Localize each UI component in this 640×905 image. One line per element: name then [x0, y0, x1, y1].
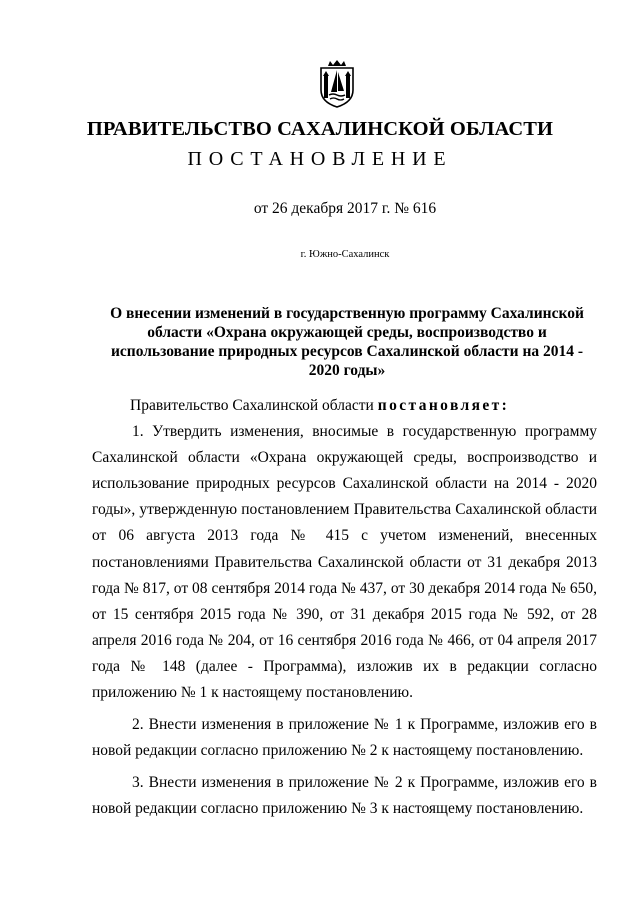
intro-emphasis: постановляет:: [377, 397, 510, 414]
paragraph-item: 1. Утвердить изменения, вносимые в государственную программу Сахалинской области «Охрана окружающей среды, воспроизводство и использование природных ресурсов Сахалинской области на 2014 - 2020 годы», утвержденную постановлением Правительства Сахалинской области от 06 августа 2013 года № 415 с учетом изменений, внесенных постановлениями Правительства Сахалинской области от 31 декабря 2013 года № 817, от 08 сентября 2014 года № 437, от 30 декабря 2014 года № 650, от 15 сентября 2015 года № 390, от 31 декабря 2015 года № 592, от 28 апреля 2016 года № 204, от 16 сентября 2016 года № 466, от 04 апреля 2017 года № 148 (далее - Программа), изложив их в редакции согласно приложению № 1 к настоящему постановлению.: [92, 423, 597, 702]
document-body: [92, 393, 597, 823]
document-type: ПОСТАНОВЛЕНИЕ: [187, 148, 453, 170]
document-subject: О внесении изменений в государственную программу Сахалинской области «Охрана окружающей среды, воспроизводство и использование природных ресурсов Сахалинской области на 2014 - 2020 годы»: [110, 305, 584, 379]
paragraph-item: 2. Внести изменения в приложение № 1 к Программе, изложив его в новой редакции согласно приложению № 2 к настоящему постановлению.: [92, 716, 597, 760]
intro-text: Правительство Сахалинской области: [130, 397, 378, 414]
sakhalin-coat-of-arms-icon: [318, 60, 356, 108]
city: г. Южно-Сахалинск: [300, 249, 390, 260]
paragraph-item: 3. Внести изменения в приложение № 2 к Программе, изложив его в новой редакции согласно приложению № 3 к настоящему постановлению.: [92, 774, 597, 818]
government-title: ПРАВИТЕЛЬСТВО САХАЛИНСКОЙ ОБЛАСТИ: [86, 118, 554, 140]
date-and-number: от 26 декабря 2017 г. № 616: [253, 200, 437, 217]
intro-paragraph: [92, 393, 597, 419]
